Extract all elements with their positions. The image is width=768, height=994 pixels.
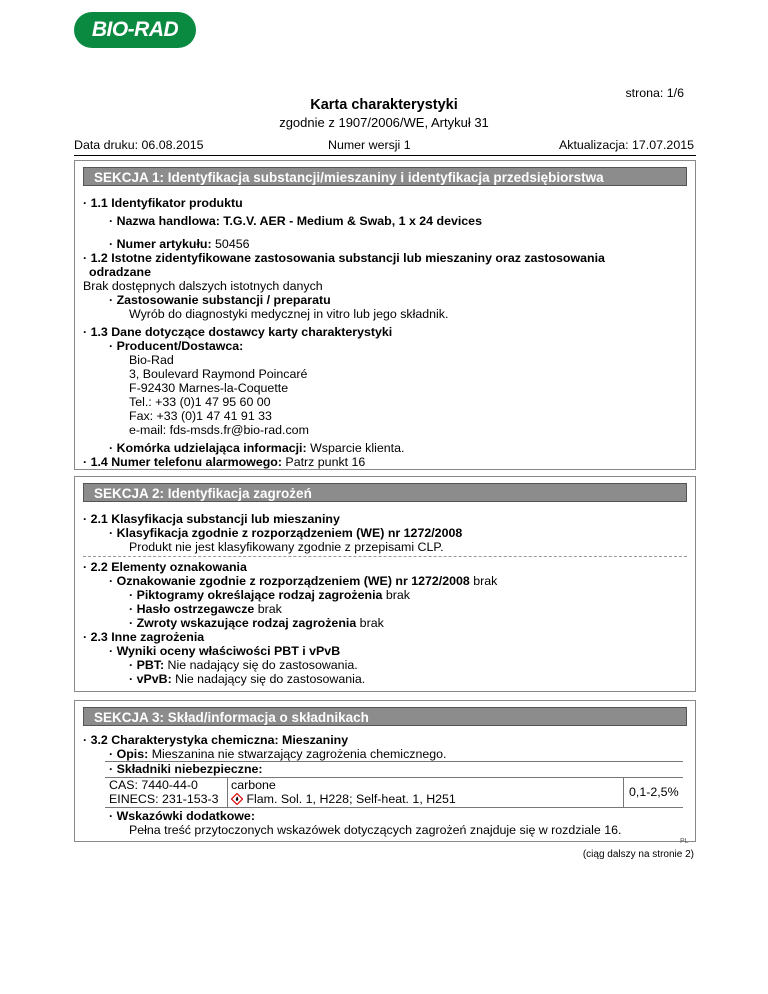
document-subtitle: zgodnie z 1907/2006/WE, Artykuł 31 bbox=[279, 115, 489, 130]
s2-2-3a: · Wyniki oceny właściwości PBT i vPvB bbox=[109, 644, 341, 658]
s1-1-1: · 1.1 Identyfikator produktu bbox=[83, 196, 243, 210]
update-date: Aktualizacja: 17.07.2015 bbox=[558, 138, 694, 152]
s3-desc: · Opis: Mieszanina nie stwarzający zagrożenia chemicznego. bbox=[109, 747, 447, 761]
print-date: Data druku: 06.08.2015 bbox=[74, 138, 204, 152]
s1-addr-1: 3, Boulevard Raymond Poincaré bbox=[129, 367, 308, 381]
s2-2-3: · 2.3 Inne zagrożenia bbox=[83, 630, 205, 644]
s2-vpvb: · vPvB: Nie nadający się do zastosowania. bbox=[129, 672, 366, 686]
section-3-heading: SEKCJA 3: Skład/informacja o składnikach bbox=[83, 707, 687, 726]
s1-addr-5: e-mail: fds-msds.fr@bio-rad.com bbox=[129, 423, 309, 437]
s1-article-number: · Numer artykułu: 50456 bbox=[109, 237, 250, 251]
table-substance: carbone bbox=[231, 778, 276, 792]
section-2-heading: SEKCJA 2: Identyfikacja zagrożeń bbox=[83, 483, 687, 502]
table-einecs: EINECS: 231-153-3 bbox=[109, 792, 219, 806]
s1-1-2c: Brak dostępnych dalszych istotnych danych bbox=[83, 279, 323, 293]
table-col-divider-1 bbox=[227, 777, 228, 807]
s2-2-1b: · Klasyfikacja zgodnie z rozporządzeniem (WE) nr 1272/2008 bbox=[109, 526, 463, 540]
s2-2-2b: · Piktogramy określające rodzaj zagrożenia brak bbox=[129, 588, 410, 602]
s1-use-value: Wyrób do diagnostyki medycznej in vitro lub jego składnik. bbox=[129, 307, 449, 321]
s3-3-2: · 3.2 Charakterystyka chemiczna: Mieszaniny bbox=[83, 733, 349, 747]
bio-rad-logo: BIO-RAD bbox=[74, 12, 196, 48]
s2-2-2c: · Hasło ostrzegawcze brak bbox=[129, 602, 282, 616]
table-bottom-rule bbox=[105, 807, 683, 808]
s1-addr-4: Fax: +33 (0)1 47 41 91 33 bbox=[129, 409, 272, 423]
table-col-divider-2 bbox=[623, 777, 624, 807]
document-title: Karta charakterystyki bbox=[310, 97, 458, 113]
s1-1-2a: · 1.2 Istotne zidentyfikowane zastosowania substancji lub mieszaniny oraz zastosowania bbox=[83, 251, 605, 265]
s1-supplier-label: · Producent/Dostawca: bbox=[109, 339, 244, 353]
s2-2-2d: · Zwroty wskazujące rodzaj zagrożenia brak bbox=[129, 616, 384, 630]
section-2 bbox=[74, 476, 696, 692]
s1-addr-3: Tel.: +33 (0)1 47 95 60 00 bbox=[129, 395, 271, 409]
s1-addr-2: F-92430 Marnes-la-Coquette bbox=[129, 381, 289, 395]
s1-use-label: · Zastosowanie substancji / preparatu bbox=[109, 293, 331, 307]
flame-hazard-icon bbox=[231, 793, 243, 805]
s2-pbt: · PBT: Nie nadający się do zastosowania. bbox=[129, 658, 358, 672]
s2-2-2a: · Oznakowanie zgodnie z rozporządzeniem (WE) nr 1272/2008 brak bbox=[109, 574, 498, 588]
s3-extra-label: · Wskazówki dodatkowe: bbox=[109, 809, 255, 823]
s2-divider bbox=[83, 556, 687, 557]
s3-extra-value: Pełna treść przytoczonych wskazówek dotyczących zagrożeń znajduje się w rozdziale 16. bbox=[129, 823, 622, 837]
s1-info: · Komórka udzielająca informacji: Wsparcie klienta. bbox=[109, 441, 405, 455]
s1-1-4: · 1.4 Numer telefonu alarmowego: Patrz punkt 16 bbox=[83, 455, 366, 469]
language-code: PL bbox=[680, 838, 689, 845]
page-number: strona: 1/6 bbox=[625, 86, 684, 100]
s1-1-2b: odradzane bbox=[89, 265, 151, 279]
s1-1-3: · 1.3 Dane dotyczące dostawcy karty charakterystyki bbox=[83, 325, 393, 339]
s1-trade-name: · Nazwa handlowa: T.G.V. AER - Medium & Swab, 1 x 24 devices bbox=[109, 214, 482, 228]
section-1-heading: SEKCJA 1: Identyfikacja substancji/mieszaniny i identyfikacja przedsiębiorstwa bbox=[83, 167, 687, 186]
s3-hazard-label: · Składniki niebezpieczne: bbox=[109, 762, 263, 776]
s2-2-2: · 2.2 Elementy oznakowania bbox=[83, 560, 247, 574]
header-divider bbox=[74, 155, 696, 156]
table-cas: CAS: 7440-44-0 bbox=[109, 778, 198, 792]
s2-2-1c: Produkt nie jest klasyfikowany zgodnie z przepisami CLP. bbox=[129, 540, 444, 554]
table-range: 0,1-2,5% bbox=[629, 785, 679, 799]
section-3 bbox=[74, 700, 696, 842]
section-1 bbox=[74, 160, 696, 470]
s2-2-1: · 2.1 Klasyfikacja substancji lub mieszaniny bbox=[83, 512, 340, 526]
table-classification: Flam. Sol. 1, H228; Self-heat. 1, H251 bbox=[231, 792, 456, 806]
version-number: Numer wersji 1 bbox=[328, 138, 411, 152]
continued-note: (ciąg dalszy na stronie 2) bbox=[582, 849, 694, 860]
s1-addr-0: Bio-Rad bbox=[129, 353, 174, 367]
